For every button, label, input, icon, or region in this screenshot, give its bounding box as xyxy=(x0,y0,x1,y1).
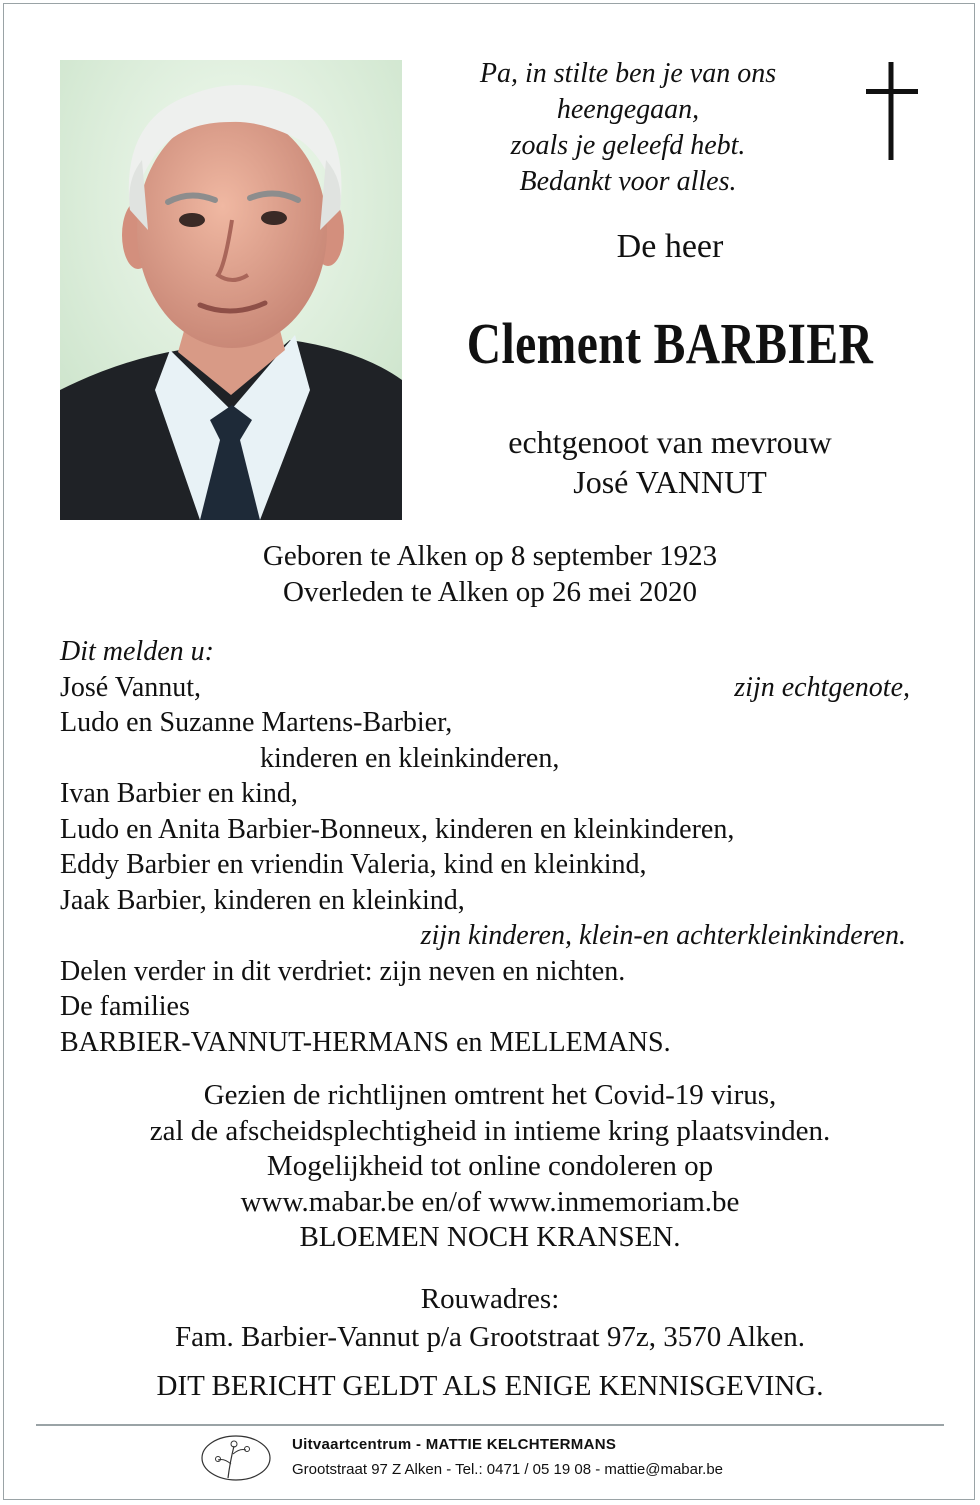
mourners-intro: Dit melden u: xyxy=(60,636,214,667)
spouse-line: echtgenoot van mevrouw xyxy=(508,424,832,460)
poem-line: zoals je geleefd hebt. xyxy=(510,130,746,161)
list-item: Ludo en Suzanne Martens-Barbier, xyxy=(60,707,453,738)
flower-logo-icon xyxy=(198,1432,274,1484)
poem-line: heengegaan, xyxy=(556,94,700,125)
poem xyxy=(418,56,838,200)
deceased-name: Clement BARBIER xyxy=(466,311,874,376)
cross-icon xyxy=(860,62,924,160)
death-line: Overleden te Alken op 26 mei 2020 xyxy=(283,576,697,608)
footer-divider xyxy=(36,1424,944,1426)
list-item: Delen verder in dit verdriet: zijn neven en nichten. xyxy=(60,955,626,987)
funeral-home-name: Uitvaartcentrum - MATTIE KELCHTERMANS xyxy=(292,1436,617,1453)
address-line: Fam. Barbier-Vannut p/a Grootstraat 97z, 3570 Alken. xyxy=(174,1321,806,1353)
mourner-relation: zijn echtgenote, xyxy=(734,671,910,703)
ceremony-notice xyxy=(0,1078,980,1256)
notice-line: zal de afscheidsplechtigheid in intieme kring plaatsvinden. xyxy=(149,1114,831,1147)
list-item: BARBIER-VANNUT-HERMANS en MELLEMANS. xyxy=(60,1026,671,1058)
list-item: Jaak Barbier, kinderen en kleinkind, xyxy=(60,884,465,916)
portrait-illustration xyxy=(60,60,402,520)
list-item: Eddy Barbier en vriendin Valeria, kind en kleinkind, xyxy=(60,849,647,880)
list-item: kinderen en kleinkinderen, xyxy=(260,742,560,774)
notice-line: Gezien de richtlijnen omtrent het Covid-19 virus, xyxy=(203,1079,777,1111)
poem-line: Pa, in stilte ben je van ons xyxy=(479,58,777,89)
poem-line: Bedankt voor alles. xyxy=(519,166,737,197)
list-item: De families xyxy=(60,991,190,1022)
portrait-photo xyxy=(60,60,402,520)
list-item: Ivan Barbier en kind, xyxy=(60,778,298,809)
list-item: Ludo en Anita Barbier-Bonneux, kinderen en kleinkinderen, xyxy=(60,813,735,845)
spouse-info xyxy=(420,422,920,502)
spouse-line: José VANNUT xyxy=(573,464,767,500)
list-item xyxy=(60,670,920,706)
notice-line: BLOEMEN NOCH KRANSEN. xyxy=(299,1221,681,1253)
honorific: De heer xyxy=(616,228,724,265)
list-item: zijn kinderen, klein-en achterkleinkinderen. xyxy=(420,920,906,951)
mourner-name: José Vannut, xyxy=(60,671,202,703)
notice-line: Mogelijkheid tot online condoleren op xyxy=(266,1150,714,1182)
birth-line: Geboren te Alken op 8 september 1923 xyxy=(262,540,718,572)
funeral-home-contact: Grootstraat 97 Z Alken - Tel.: 0471 / 05 19 08 - mattie@mabar.be xyxy=(292,1461,724,1478)
mourners-list xyxy=(60,634,920,1060)
final-statement: DIT BERICHT GELDT ALS ENIGE KENNISGEVING. xyxy=(156,1370,824,1402)
mourning-address xyxy=(0,1280,980,1356)
notice-line: www.mabar.be en/of www.inmemoriam.be xyxy=(240,1185,740,1218)
address-label: Rouwadres: xyxy=(420,1283,560,1315)
life-dates xyxy=(0,538,980,610)
